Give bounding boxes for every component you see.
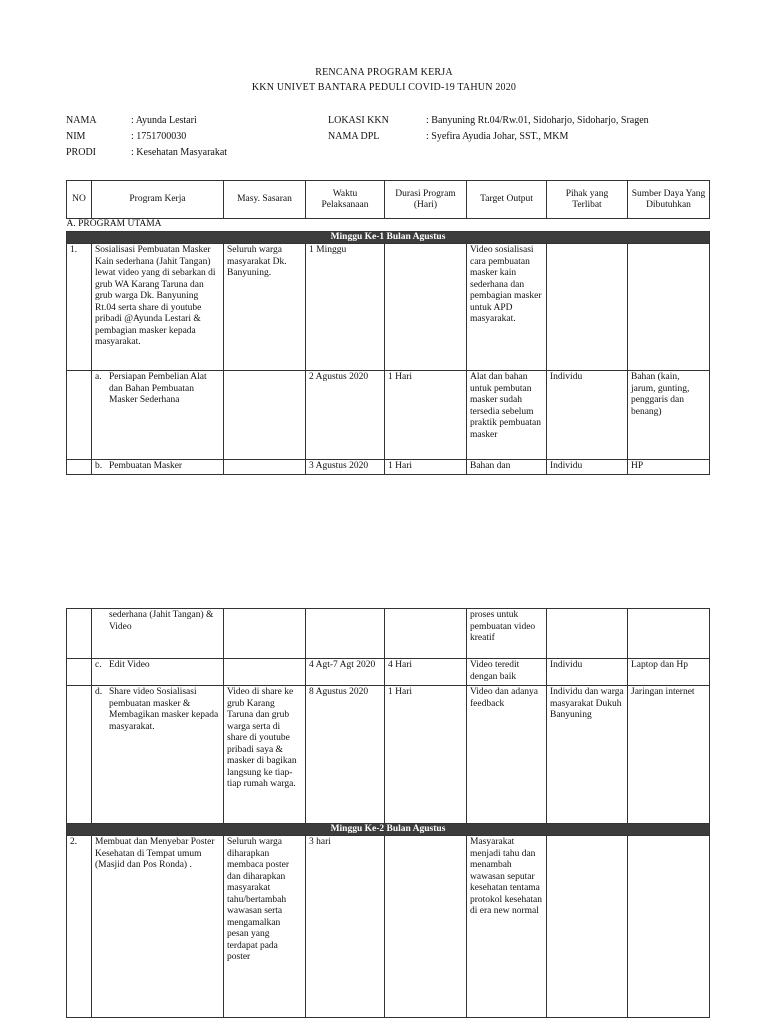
table-row — [67, 686, 710, 824]
row1a-target: Alat dan bahan untuk pembutan masker sudah tersedia sebelum praktik pembuatan masker — [467, 371, 547, 460]
table-row — [67, 460, 710, 475]
row1d-sumber: Jaringan internet — [628, 686, 710, 824]
lokasi-value: : Banyuning Rt.04/Rw.01, Sidoharjo, Sidoharjo, Sragen — [426, 115, 649, 126]
row1-target: Video sosialisasi cara pembuatan masker kain sederhana dan pembagian masker untuk APD masyarakat. — [467, 244, 547, 371]
row1b-program-continued: sederhana (Jahit Tangan) & Video — [92, 609, 224, 659]
row2-durasi — [385, 836, 467, 1018]
row2-sasaran: Seluruh warga diharapkan membaca poster dan diharapkan masyarakat tahu/bertambah wawasan serta mengamalkan pesan yang terdapat pada poster — [224, 836, 306, 1018]
week-row — [67, 824, 710, 836]
program-table-page1 — [66, 180, 710, 475]
row2-sumber — [628, 836, 710, 1018]
row1-waktu: 1 Minggu — [306, 244, 385, 371]
row1a-durasi: 1 Hari — [385, 371, 467, 460]
row1c-sumber: Laptop dan Hp — [628, 659, 710, 686]
row2-no: 2. — [67, 836, 92, 1018]
row1c-target: Video teredit dengan baik — [467, 659, 547, 686]
section-title: A. PROGRAM UTAMA — [66, 219, 162, 229]
header-waktu: Waktu Pelaksanaan — [306, 181, 385, 219]
dpl-value: : Syefira Ayudia Johar, SST., MKM — [426, 131, 569, 142]
dpl-label: NAMA DPL — [328, 131, 380, 142]
prodi-value: : Kesehatan Masyarakat — [131, 147, 228, 158]
row2-pihak — [547, 836, 628, 1018]
document-subtitle: KKN UNIVET BANTARA PEDULI COVID-19 TAHUN 2020 — [251, 82, 517, 93]
row1-no: 1. — [67, 244, 92, 371]
program-table-page2 — [66, 608, 710, 1018]
row1c-durasi: 4 Hari — [385, 659, 467, 686]
row1-durasi — [385, 244, 467, 371]
table-header-row — [67, 181, 710, 219]
table-row — [67, 371, 710, 460]
row1b-program: b. Pembuatan Masker — [92, 460, 224, 475]
row1d-sasaran: Video di share ke grub Karang Taruna dan grub warga serta di share di youtube pribadi saya & masker di bagikan langsung ke tiap-tiap rumah warga. — [224, 686, 306, 824]
row2-target: Masyarakat menjadi tahu dan menambah wawasan seputar kesehatan tentama protokol kesehatan di era new normal — [467, 836, 547, 1018]
prodi-label: PRODI — [66, 147, 97, 158]
row1c-sasaran — [224, 659, 306, 686]
row2-program: Membuat dan Menyebar Poster Kesehatan di Tempat umum (Masjid dan Pos Ronda) . — [92, 836, 224, 1018]
nama-value: : Ayunda Lestari — [131, 115, 197, 126]
row1a-program: a. Persiapan Pembelian Alat dan Bahan Pembuatan Masker Sederhana — [92, 371, 224, 460]
row1d-pihak: Individu dan warga masyarakat Dukuh Banyuning — [547, 686, 628, 824]
document-title: RENCANA PROGRAM KERJA — [315, 67, 453, 78]
table-row — [67, 609, 710, 659]
row1b-durasi: 1 Hari — [385, 460, 467, 475]
row1d-durasi: 1 Hari — [385, 686, 467, 824]
nim-value: : 1751700030 — [131, 131, 187, 142]
header-no: NO — [67, 181, 92, 219]
row1-sumber — [628, 244, 710, 371]
row1b-sasaran — [224, 460, 306, 475]
header-pihak: Pihak yang Terlibat — [547, 181, 628, 219]
section-row — [67, 219, 710, 232]
header-target: Target Output — [467, 181, 547, 219]
row1b-sumber: HP — [628, 460, 710, 475]
week1-label: Minggu Ke-1 Bulan Agustus — [67, 232, 710, 244]
nama-label: NAMA — [66, 115, 97, 126]
row1-program: Sosialisasi Pembuatan Masker Kain sederhana (Jahit Tangan) lewat video yang di sebarkan di grub WA Karang Taruna dan grub warga Dk. Banyuning Rt.04 serta share di youtube pribadi @Ayunda Lestari & pembagian masker kepada masyarakat. — [92, 244, 224, 371]
row1-sasaran: Seluruh warga masyarakat Dk. Banyuning. — [224, 244, 306, 371]
row1c-waktu: 4 Agt-7 Agt 2020 — [306, 659, 385, 686]
row1d-program: d. Share video Sosialisasi pembuatan masker & Membagikan masker kepada masyarakat. — [92, 686, 224, 824]
week2-label: Minggu Ke-2 Bulan Agustus — [67, 824, 710, 836]
table-row — [67, 836, 710, 1018]
row2-waktu: 3 hari — [306, 836, 385, 1018]
header-sasaran: Masy. Sasaran — [224, 181, 306, 219]
row1c-pihak: Individu — [547, 659, 628, 686]
row1c-program: c. Edit Video — [92, 659, 224, 686]
row1-pihak — [547, 244, 628, 371]
row1a-waktu: 2 Agustus 2020 — [306, 371, 385, 460]
week-row — [67, 232, 710, 244]
header-sumber: Sumber Daya Yang Dibutuhkan — [628, 181, 710, 219]
table-row — [67, 244, 710, 371]
row1a-sasaran — [224, 371, 306, 460]
row1b-pihak: Individu — [547, 460, 628, 475]
row1d-target: Video dan adanya feedback — [467, 686, 547, 824]
row1d-waktu: 8 Agustus 2020 — [306, 686, 385, 824]
row1b-target: Bahan dan — [467, 460, 547, 475]
table-row — [67, 659, 710, 686]
row1b-waktu: 3 Agustus 2020 — [306, 460, 385, 475]
row1a-pihak: Individu — [547, 371, 628, 460]
nim-label: NIM — [66, 131, 86, 142]
header-program: Program Kerja — [92, 181, 224, 219]
row1b-target-continued: proses untuk pembuatan video kreatif — [467, 609, 547, 659]
header-durasi: Durasi Program (Hari) — [385, 181, 467, 219]
row1a-sumber: Bahan (kain, jarum, gunting, penggaris dan benang) — [628, 371, 710, 460]
lokasi-label: LOKASI KKN — [328, 115, 389, 126]
